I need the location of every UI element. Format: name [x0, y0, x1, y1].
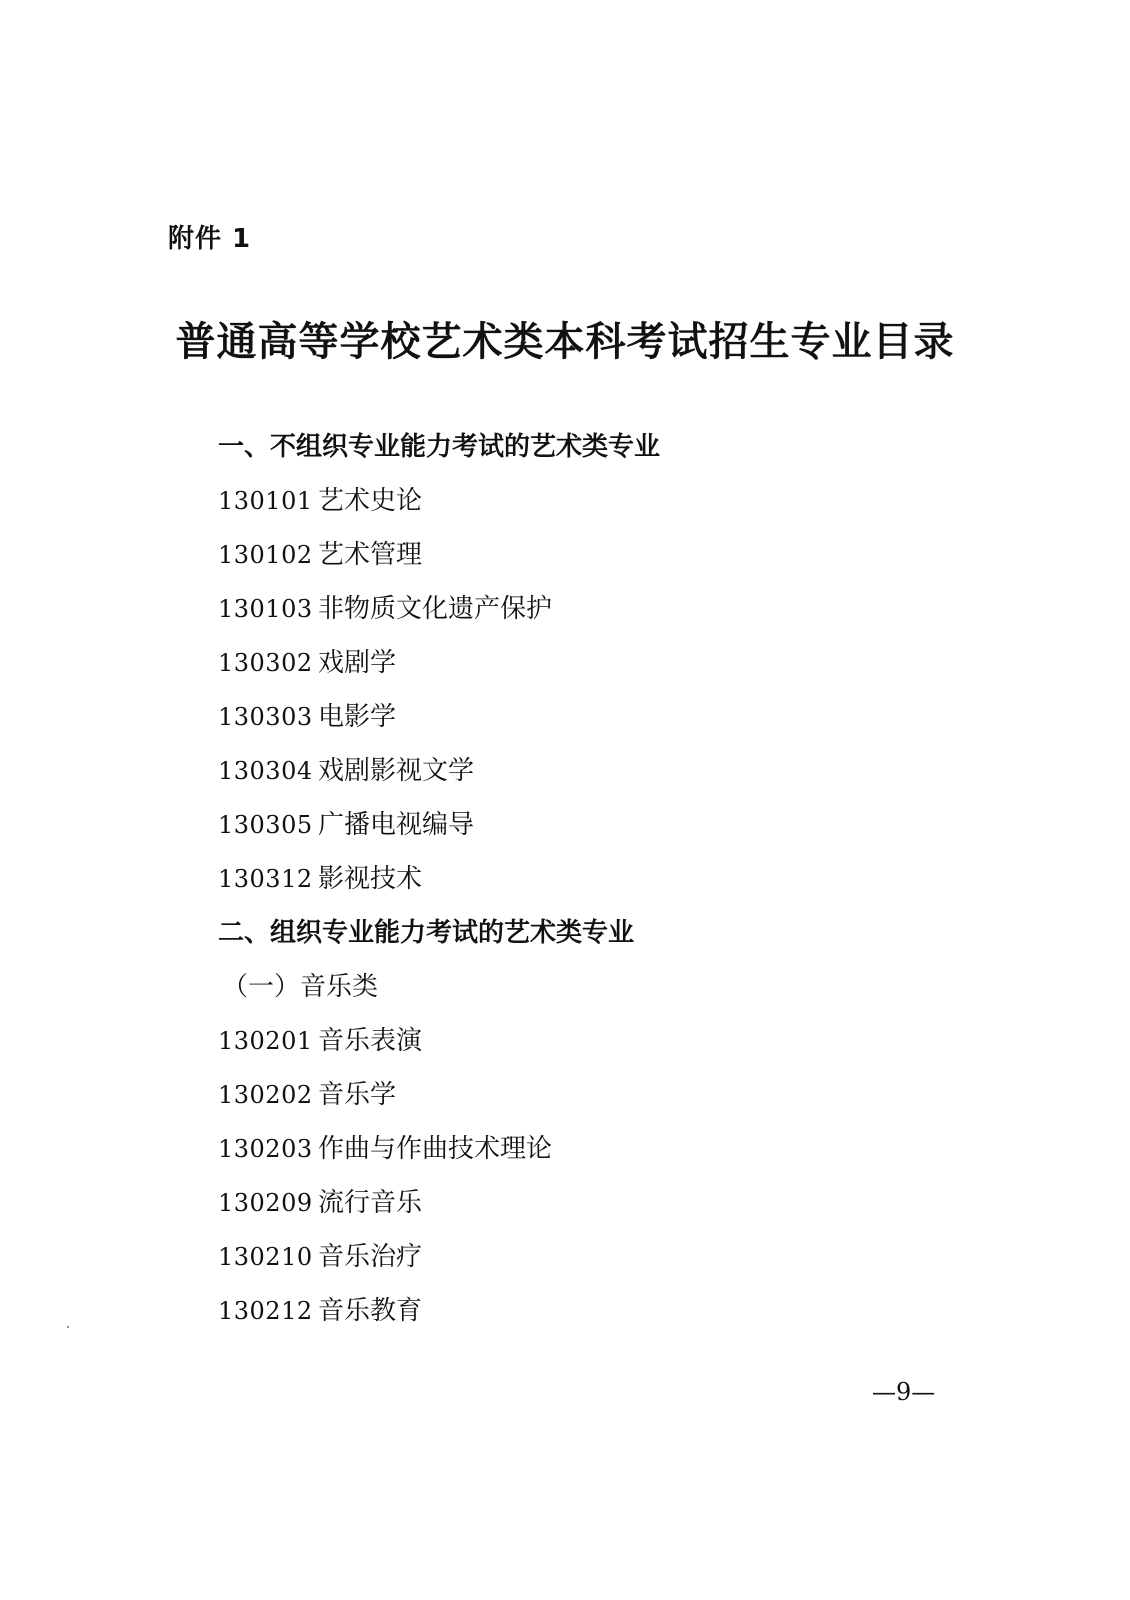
major-name: 音乐表演 [318, 1026, 423, 1056]
list-item [218, 798, 1018, 852]
major-code: 130201 [218, 1027, 313, 1055]
major-name: 艺术管理 [318, 540, 423, 570]
list-item [218, 1122, 1018, 1176]
major-name: 非物质文化遗产保护 [318, 594, 553, 624]
document-title: 普通高等学校艺术类本科考试招生专业目录 [175, 318, 955, 365]
major-code: 130212 [218, 1297, 313, 1325]
major-name: 艺术史论 [318, 486, 423, 516]
section-heading-no-exam: 一、不组织专业能力考试的艺术类专业 [218, 432, 661, 462]
list-item [218, 1230, 1018, 1284]
major-code: 130304 [218, 757, 313, 785]
major-code: 130101 [218, 487, 313, 515]
major-code: 130102 [218, 541, 313, 569]
major-name: 戏剧影视文学 [318, 756, 475, 786]
list-item [218, 582, 1018, 636]
major-code: 130209 [218, 1189, 313, 1217]
list-item [218, 636, 1018, 690]
major-code: 130303 [218, 703, 313, 731]
major-name: 戏剧学 [318, 648, 397, 678]
list-item [218, 1014, 1018, 1068]
major-name: 音乐学 [318, 1080, 397, 1110]
major-code: 130312 [218, 865, 313, 893]
list-item [218, 744, 1018, 798]
major-catalog [218, 420, 1018, 1338]
major-code: 130202 [218, 1081, 313, 1109]
list-item [218, 690, 1018, 744]
major-code: 130305 [218, 811, 313, 839]
list-item [218, 1068, 1018, 1122]
major-name: 作曲与作曲技术理论 [318, 1134, 553, 1164]
major-name: 音乐治疗 [318, 1242, 423, 1272]
list-item [218, 474, 1018, 528]
subsection-heading-music: （一）音乐类 [222, 972, 379, 1002]
list-item [218, 528, 1018, 582]
major-code: 130210 [218, 1243, 313, 1271]
list-item [218, 1284, 1018, 1338]
attachment-label: 附件 1 [168, 224, 252, 254]
major-name: 广播电视编导 [318, 810, 475, 840]
major-code: 130103 [218, 595, 313, 623]
list-item [218, 852, 1018, 906]
page-number: —9— [872, 1378, 936, 1406]
scan-speck [67, 1326, 69, 1328]
major-name: 音乐教育 [318, 1296, 423, 1326]
section-heading-with-exam: 二、组织专业能力考试的艺术类专业 [218, 918, 635, 948]
major-name: 电影学 [318, 702, 397, 732]
major-name: 影视技术 [318, 864, 423, 894]
major-code: 130302 [218, 649, 313, 677]
list-item [218, 1176, 1018, 1230]
major-code: 130203 [218, 1135, 313, 1163]
major-name: 流行音乐 [318, 1188, 423, 1218]
